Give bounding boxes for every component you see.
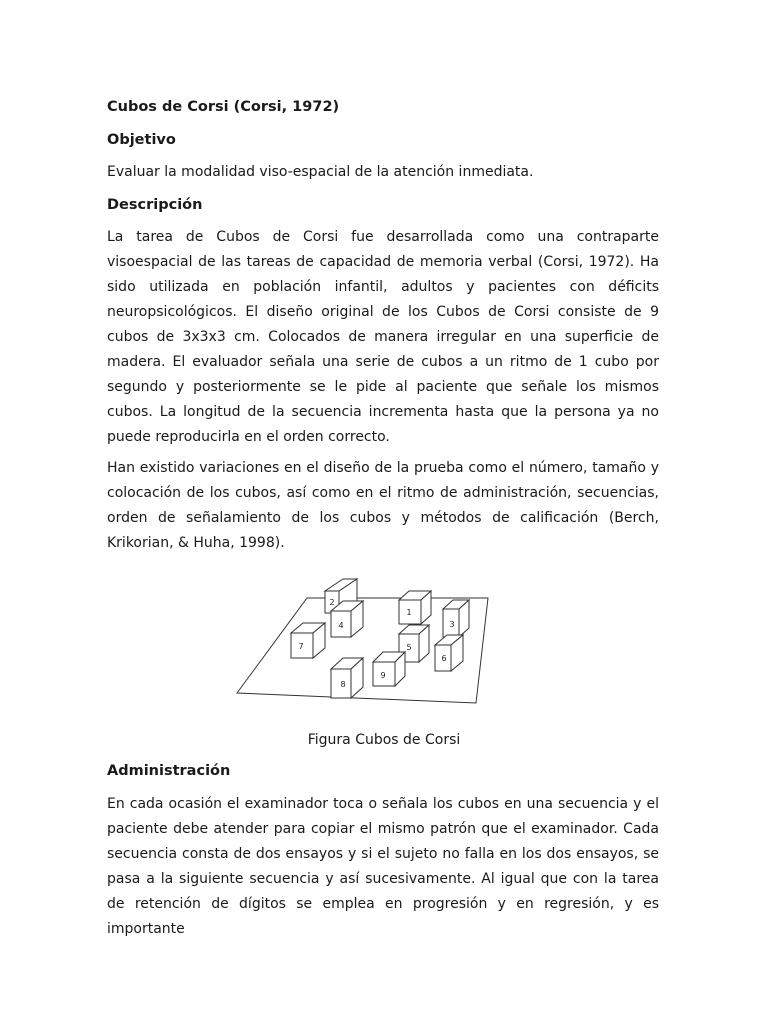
cube-label-8: 8 xyxy=(340,680,346,689)
descripcion-paragraph-1: La tarea de Cubos de Corsi fue desarrollada como una contraparte visoespacial de las tareas de capacidad de memoria verbal (Corsi, 1972). Ha sido utilizada en población infantil, adultos y pacientes con déficits neuropsicológicos. El diseño original de los Cubos de Corsi consiste de 9 cubos de 3x3x3 cm. Colocados de manera irregular en una superficie de madera. El evaluador señala una serie de cubos a un ritmo de 1 cubo por segundo y posteriormente se le pide al paciente que señale los mismos cubos. La longitud de la secuencia incrementa hasta que la persona ya no puede reproducirla en el orden correcto. xyxy=(107,229,659,445)
cube-6 xyxy=(435,635,463,671)
cube-label-9: 9 xyxy=(380,671,386,680)
cube-4 xyxy=(331,601,363,637)
objetivo-paragraph: Evaluar la modalidad viso-espacial de la atención inmediata. xyxy=(107,164,534,180)
cube-label-6: 6 xyxy=(441,654,447,663)
document-title: Cubos de Corsi (Corsi, 1972) xyxy=(107,99,340,115)
heading-objetivo: Objetivo xyxy=(107,132,176,148)
administracion-paragraph-1: En cada ocasión el examinador toca o señala los cubos en una secuencia y el paciente debe atender para copiar el mismo patrón que el examinador. Cada secuencia consta de dos ensayos y si el sujeto no falla en los dos ensayos, se pasa a la siguiente secuencia y así sucesivamente. Al igual que con la tarea de retención de dígitos se emplea en progresión y en regresión, y es importante xyxy=(107,796,659,937)
corsi-blocks-figure xyxy=(233,573,491,713)
heading-descripcion: Descripción xyxy=(107,197,203,213)
cube-9 xyxy=(373,652,405,686)
cube-label-7: 7 xyxy=(298,642,304,651)
heading-administracion: Administración xyxy=(107,763,231,779)
cube-7 xyxy=(291,623,325,658)
cube-8 xyxy=(331,658,363,698)
cube-label-2: 2 xyxy=(329,598,335,607)
cube-label-5: 5 xyxy=(406,643,412,652)
cube-label-1: 1 xyxy=(406,608,412,617)
cube-label-4: 4 xyxy=(338,621,344,630)
descripcion-paragraph-2: Han existido variaciones en el diseño de la prueba como el número, tamaño y colocación de los cubos, así como en el ritmo de administración, secuencias, orden de señalamiento de los cubos y métodos de calificación (Berch, Krikorian, & Huha, 1998). xyxy=(107,460,659,551)
figure-caption: Figura Cubos de Corsi xyxy=(307,732,461,748)
cube-1 xyxy=(399,591,431,624)
cube-3 xyxy=(443,600,469,637)
cube-label-3: 3 xyxy=(449,620,455,629)
